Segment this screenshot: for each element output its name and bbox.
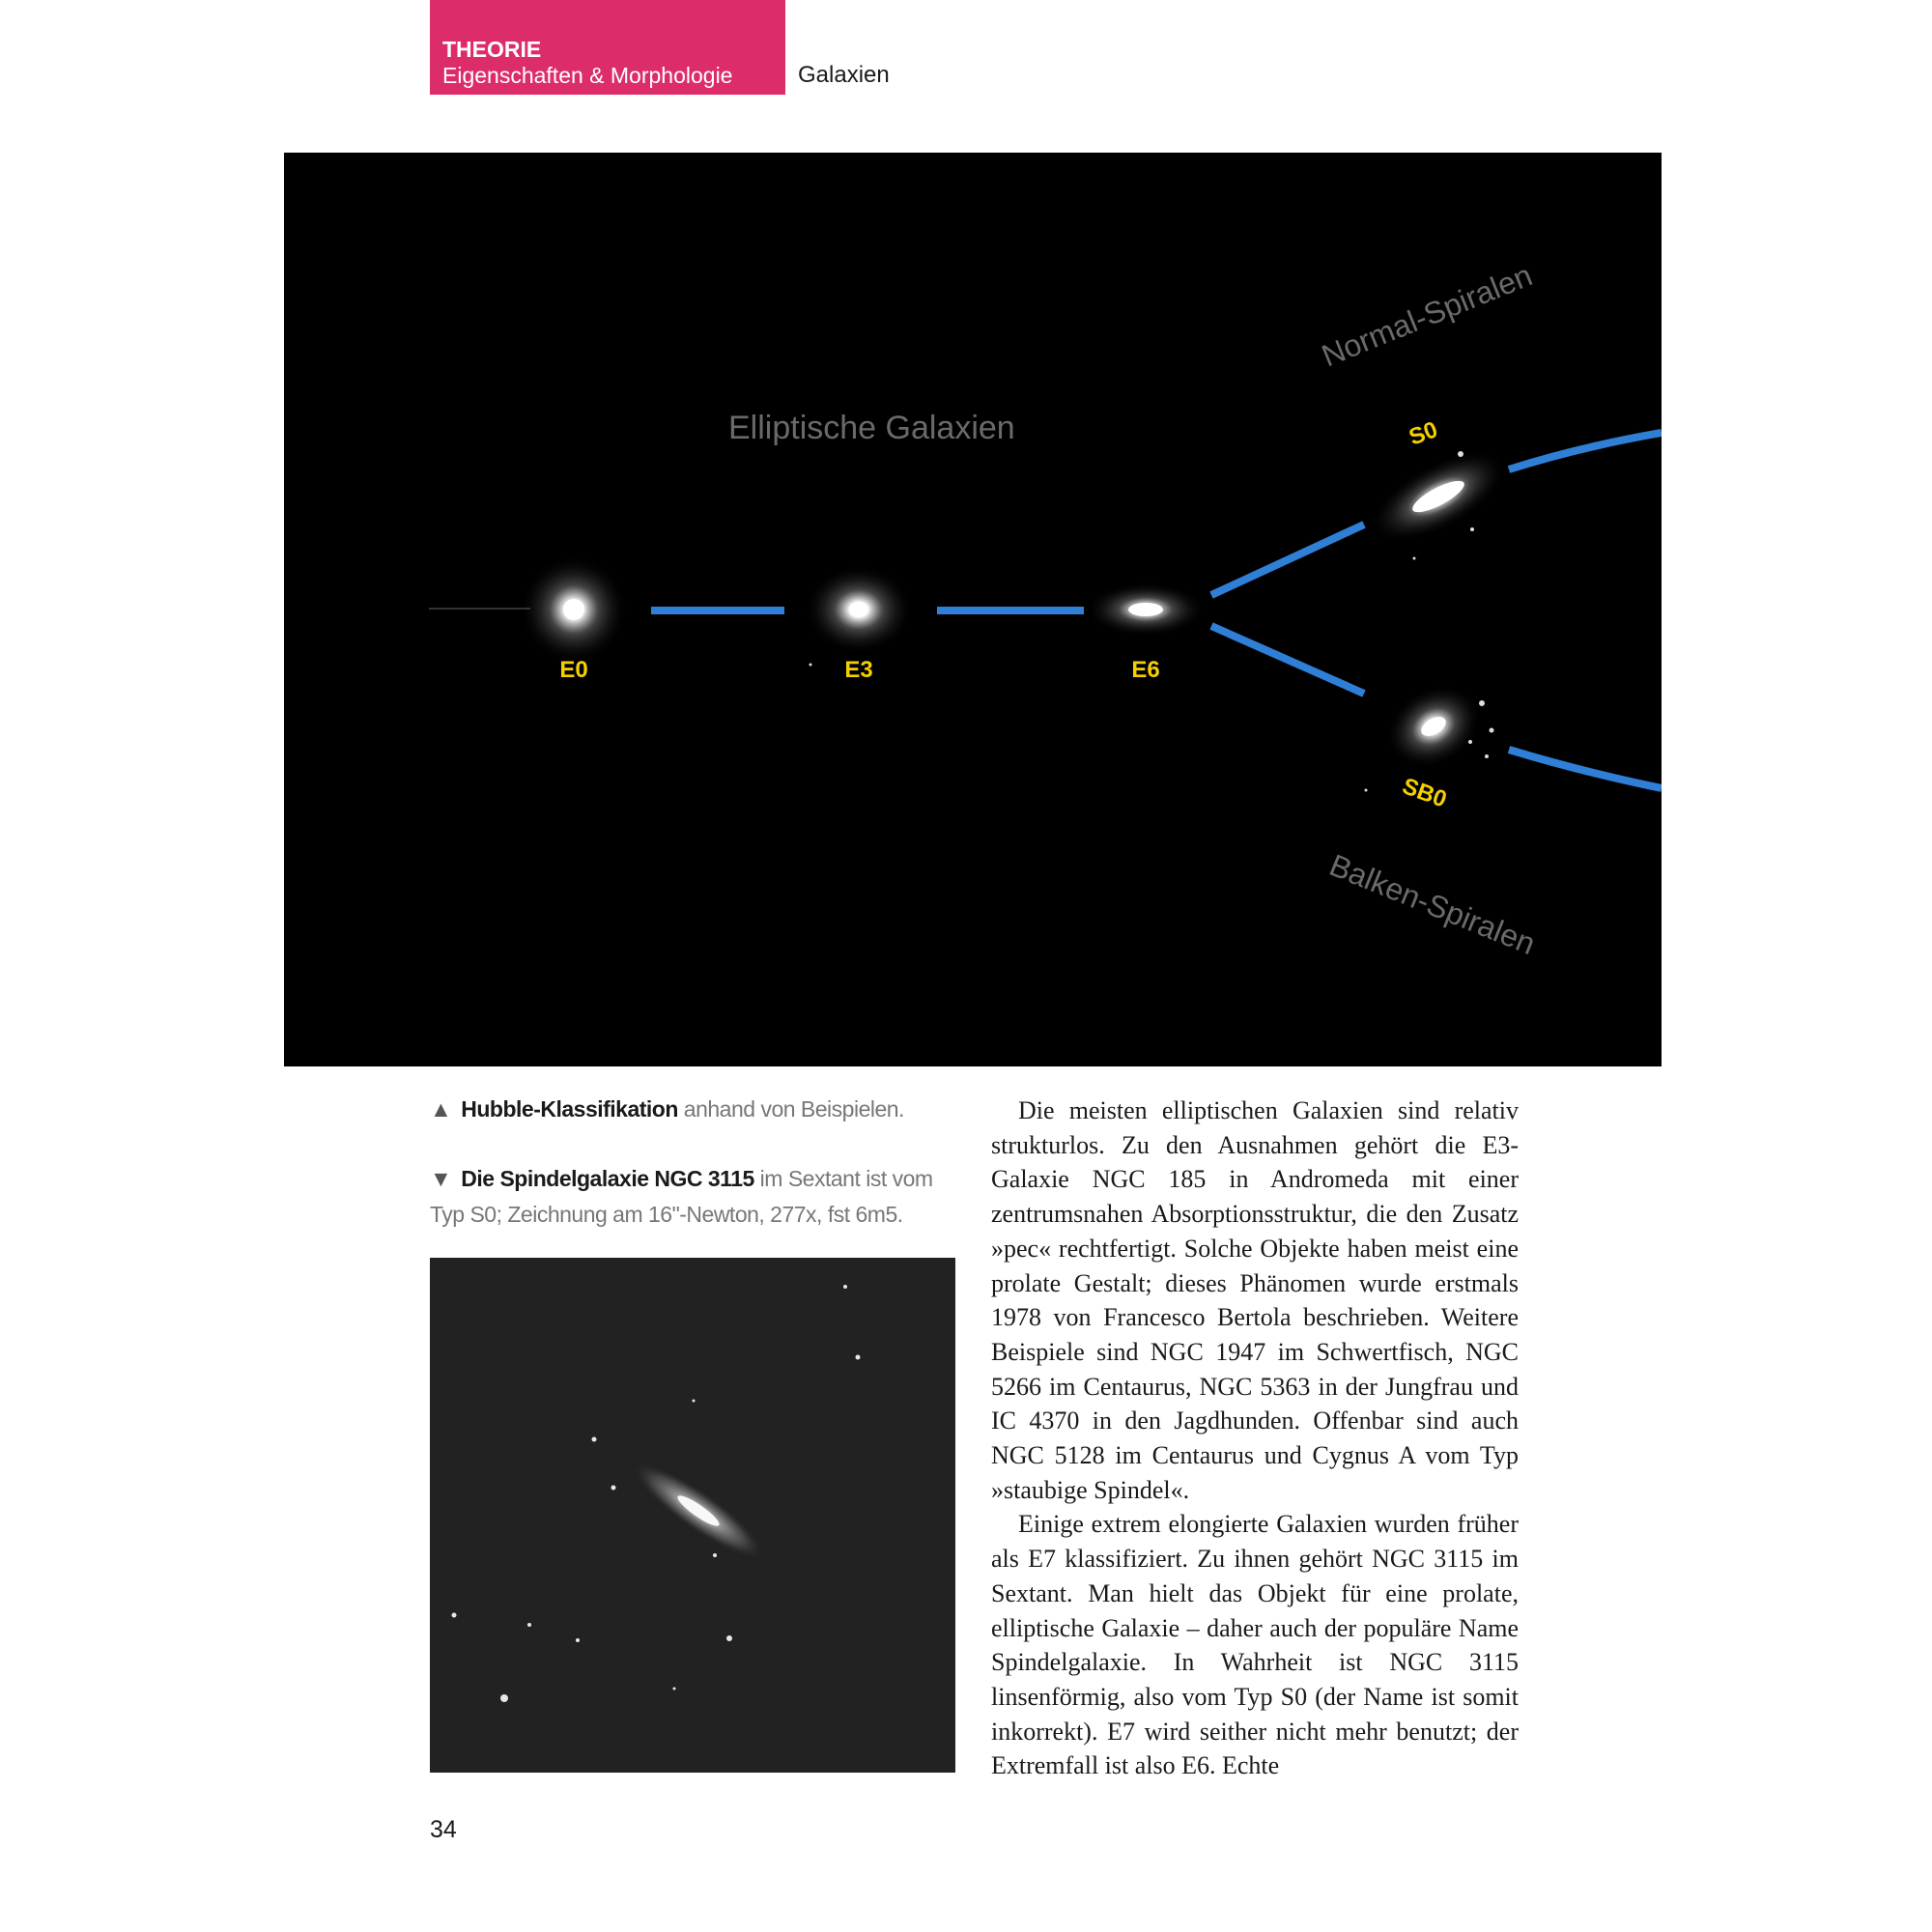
spindle-galaxy — [622, 1450, 774, 1573]
section-header-block — [430, 0, 785, 95]
type-label-sb0: SB0 — [1399, 773, 1451, 813]
branch-up-1 — [1211, 525, 1364, 595]
label-normal-spirals: Normal-Spiralen — [1317, 257, 1537, 374]
branch-down-1 — [1211, 626, 1364, 694]
galaxy-e3 — [805, 565, 913, 654]
hubble-diagram — [284, 153, 1662, 1066]
galaxy-sb0 — [1371, 668, 1496, 784]
page-number: 34 — [430, 1816, 457, 1843]
type-label-e3: E3 — [844, 657, 873, 683]
ngc3115-drawing — [430, 1258, 955, 1773]
body-text — [991, 1094, 1519, 1783]
hubble-classification-figure — [284, 153, 1662, 1066]
type-label-e0: E0 — [559, 657, 588, 683]
branch-up-2 — [1509, 433, 1662, 469]
caption-hubble-bold: Hubble-Klassifikation — [461, 1096, 678, 1122]
caption-ngc3115-text: im Sextant ist vom Typ S0; Zeichnung am 16"-Newton, 277x, fst 6m5. — [430, 1166, 933, 1227]
galaxy-e0 — [520, 555, 628, 664]
section-title: THEORIE — [442, 37, 542, 62]
caption-ngc3115-bold: Die Spindelgalaxie NGC 3115 — [461, 1166, 754, 1191]
ngc3115-sketch — [430, 1258, 955, 1773]
chapter-title: Galaxien — [798, 62, 890, 88]
caption-hubble-text: anhand von Beispielen. — [677, 1096, 904, 1122]
caption-ngc3115 — [430, 1161, 961, 1233]
caption-up-marker: ▲ — [430, 1096, 452, 1122]
caption-hubble — [430, 1092, 961, 1127]
label-elliptical: Elliptische Galaxien — [728, 410, 1015, 446]
type-label-s0: S0 — [1406, 416, 1441, 451]
branch-down-2 — [1509, 750, 1662, 788]
label-barred-spirals: Balken-Spiralen — [1324, 847, 1541, 962]
type-label-e6: E6 — [1131, 657, 1160, 683]
caption-down-marker: ▼ — [430, 1166, 452, 1191]
galaxy-e6 — [1086, 582, 1206, 637]
subsection-title: Eigenschaften & Morphologie — [442, 63, 733, 88]
paragraph-2: Einige extrem elongierte Galaxien wurden früher als E7 klassifiziert. Zu ihnen gehört NGC 3115 im Sextant. Man hielt das Objekt für eine prolate, elliptische Galaxie – daher auch der populäre Name Spindelgalaxie. In Wahrheit ist NGC 3115 linsenförmig, also vom Typ S0 (der Name ist somit inkorrekt). E7 wird seither nicht mehr benutzt; der Extremfall ist also E6. Echte — [991, 1510, 1519, 1780]
paragraph-1: Die meisten elliptischen Galaxien sind relativ strukturlos. Zu den Ausnahmen gehört die E3-Galaxie NGC 185 in Andromeda mit einer zentrumsnahen Absorptionsstruktur, die den Zusatz »pec« rechtfertigt. Solche Objekte haben meist eine prolate Gestalt; dieses Phänomen wurde erstmals 1978 von Francesco Bertola beschrieben. Weitere Beispiele sind NGC 1947 im Schwertfisch, NGC 5266 im Centaurus, NGC 5363 in der Jungfrau und IC 4370 in den Jagdhunden. Offenbar sind auch NGC 5128 im Centaurus und Cygnus A vom Typ »staubige Spindel«. — [991, 1096, 1519, 1504]
galaxy-s0 — [1356, 432, 1520, 560]
